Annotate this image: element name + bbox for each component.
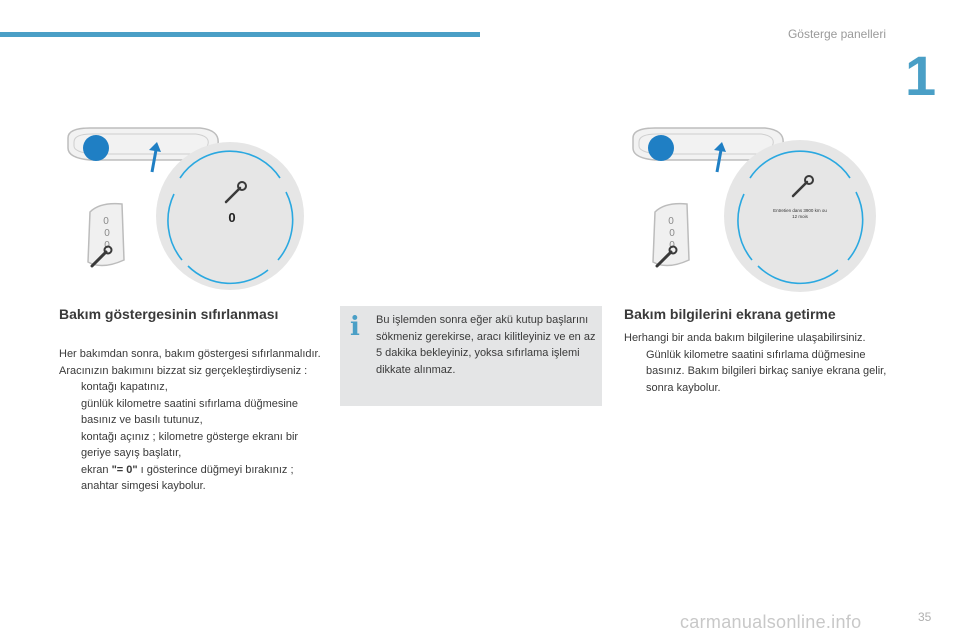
svg-text:0: 0 xyxy=(104,228,110,239)
intro-paragraph: Aracınızın bakımını bizzat siz gerçekleştirdiyseniz : xyxy=(59,364,308,377)
gauge-illustration xyxy=(156,142,304,290)
intro-paragraph: Herhangi bir anda bakım bilgilerine ulaşabilirsiniz. xyxy=(624,332,866,344)
display-section-title: Bakım bilgilerini ekrana getirme xyxy=(624,306,836,322)
list-item-text: Günlük kilometre saatini sıfırlama düğmesine basınız. Bakım bilgileri birkaç saniye ekrana gelir, sonra kaybolur. xyxy=(646,348,887,394)
list-item xyxy=(59,379,329,396)
svg-text:0: 0 xyxy=(669,228,675,239)
list-item xyxy=(59,462,329,495)
list-item-text: kontağı açınız ; kilometre gösterge ekranı bir geriye sayış başlatır, xyxy=(81,430,299,459)
watermark: carmanualsonline.info xyxy=(680,612,862,632)
info-box xyxy=(340,306,602,406)
list-item-text: kontağı kapatınız, xyxy=(81,381,168,393)
page-number: 35 xyxy=(918,610,932,624)
intro-paragraph: Her bakımdan sonra, bakım göstergesi sıfırlanmalıdır. xyxy=(59,348,321,360)
highlight-value: "= 0" xyxy=(111,463,138,476)
page-header-title: Gösterge panelleri xyxy=(787,27,886,41)
info-display-illustration xyxy=(625,120,885,300)
reset-section-body xyxy=(59,346,329,495)
svg-text:0: 0 xyxy=(103,216,109,227)
list-item-text-prefix: ekran xyxy=(81,463,112,476)
svg-text:0: 0 xyxy=(104,240,110,251)
svg-text:0: 0 xyxy=(668,216,674,227)
odometer-illustration xyxy=(88,204,124,266)
list-item xyxy=(59,429,329,462)
chapter-number: 1 xyxy=(905,44,937,107)
info-text: Bu işlemden sonra eğer akü kutup başlarını sökmeniz gerekirse, aracı kilitleyiniz ve en az 5 dakika bekleyiniz, yoksa sıfırlama işlemi dikkate alınmaz. xyxy=(376,314,596,376)
gauge-display-value: 0 xyxy=(228,210,236,225)
reset-section-title: Bakım göstergesinin sıfırlanması xyxy=(59,306,279,322)
header-accent-bar xyxy=(0,32,480,37)
info-icon: i xyxy=(350,312,360,342)
odometer-illustration xyxy=(653,204,689,266)
list-item-text: günlük kilometre saatini sıfırlama düğmesine basınız ve basılı tutunuz, xyxy=(81,397,299,426)
list-item xyxy=(59,396,329,429)
list-item xyxy=(624,347,889,397)
reset-illustration xyxy=(60,120,310,300)
list-item-text-suffix: ı gösterince düğmeyi bırakınız ; anahtar simgesi kaybolur. xyxy=(81,463,294,492)
gauge-illustration xyxy=(724,140,876,292)
svg-text:0: 0 xyxy=(669,240,675,251)
display-section-body xyxy=(624,330,889,396)
gauge-display-message: Entretien dans 3900 km ou 12 mois xyxy=(773,208,827,219)
